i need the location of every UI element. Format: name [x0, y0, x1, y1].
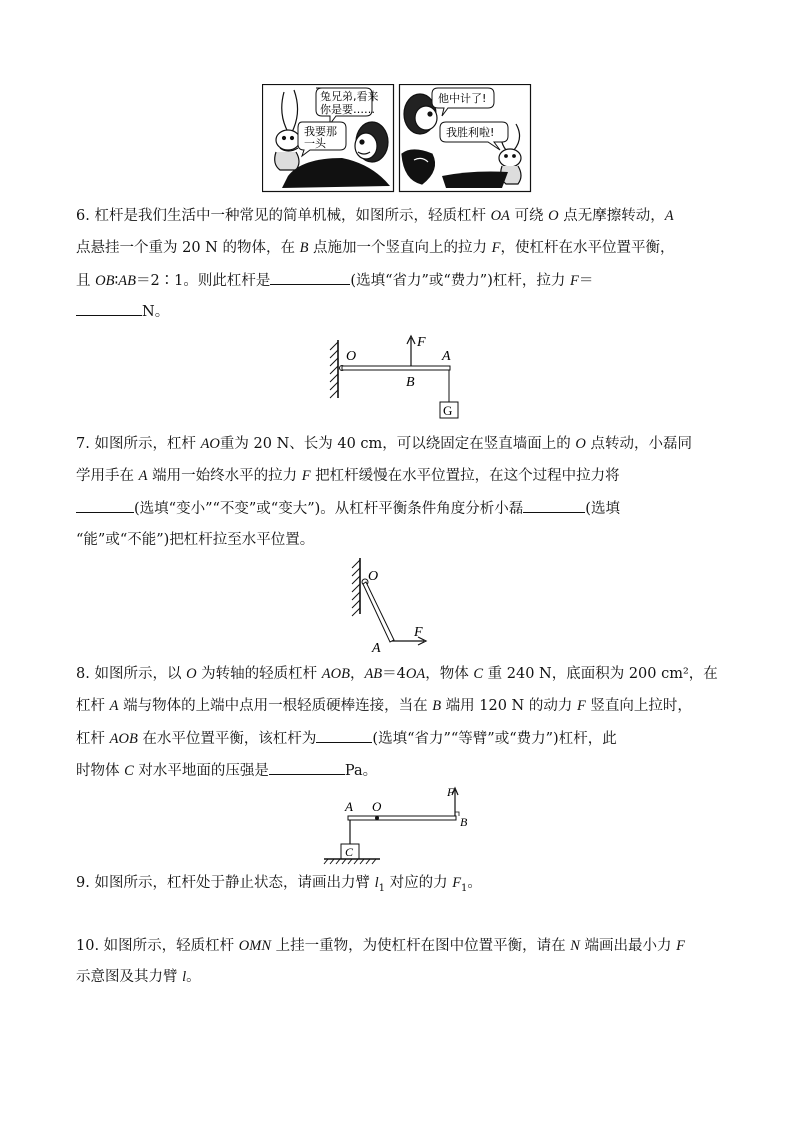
q8-text: 端与物体的上端中点用一根轻质硬棒连接，当在 [118, 698, 433, 714]
q10-text: 上挂一重物，为使杠杆在图中位置平衡，请在 [271, 938, 571, 954]
q8-text: 对水平地面的压强是 [133, 763, 269, 779]
q8-var: C [124, 763, 134, 779]
q6-label-f: F [417, 335, 426, 350]
q10-line-2 [76, 966, 726, 988]
q6-label-b: B [406, 375, 415, 390]
q7-answer-blank-1[interactable] [76, 497, 134, 513]
q8-text: Pa。 [344, 763, 378, 779]
q8-pivot-o [375, 816, 379, 820]
q8-text: 重 240 N，底面积为 200 cm²，在 [483, 666, 718, 682]
q7-text: 重为 20 N、长为 40 cm，可以绕固定在竖直墙面上的 [219, 436, 576, 452]
q8-right-angle-mark [455, 812, 459, 816]
q8-var: AOB [109, 731, 138, 747]
q7-wall [352, 558, 360, 616]
q7-var: F [301, 468, 311, 484]
cartoon-illustration [262, 84, 532, 194]
q7-text: (选填“变小”“不变”或“变大”)。从杠杆平衡条件角度分析小磊 [134, 501, 524, 517]
q8-text: 如图所示，以 [94, 666, 187, 682]
q10-var: N [570, 938, 580, 954]
q8-var: O [186, 666, 197, 682]
q7-var: AO [200, 436, 220, 452]
q7-text: 把杠杆缓慢在水平位置拉，在这个过程中拉力将 [310, 468, 620, 484]
q8-label-a: A [345, 799, 353, 814]
bubble-right-2-text: 我胜利啦! [446, 126, 495, 139]
q7-line-4 [76, 529, 726, 551]
q8-label-f: F [447, 785, 455, 799]
q8-text: ， [349, 666, 365, 682]
q6-number: 6. [76, 208, 90, 224]
q9-text: 如图所示，杠杆处于静止状态，请画出力臂 [94, 875, 375, 891]
q8-var: C [473, 666, 484, 682]
q6-text: 点无摩擦转动， [558, 208, 665, 224]
q10-text: 示意图及其力臂 [76, 969, 183, 985]
q7-lever-bar [363, 582, 394, 642]
q7-text: (选填 [585, 501, 620, 517]
bubble-left-1-line1: 兔兄弟,看来 [320, 90, 379, 103]
bubble-left-2-line2: 一头 [304, 137, 326, 150]
q8-label-c: C [345, 845, 354, 859]
q8-text: 在水平位置平衡，该杠杆为 [137, 731, 317, 747]
q6-text: ＝2∶1。则此杠杆是 [135, 273, 271, 289]
q7-var: A [138, 468, 148, 484]
q9-var: l [374, 875, 379, 891]
q7-text: 点转动，小磊同 [585, 436, 693, 452]
bubble-left-1-line2: 你是要…… [320, 103, 375, 116]
q8-text: 为转轴的轻质杠杆 [196, 666, 322, 682]
q8-var: AOB [321, 666, 350, 682]
q6-var: A [664, 208, 674, 224]
q6-var: O [548, 208, 559, 224]
q8-text: 时物体 [76, 763, 125, 779]
q9-number: 9. [76, 875, 90, 891]
q8-text: 竖直向上拉时， [585, 698, 692, 714]
q6-line-1 [76, 205, 726, 227]
q6-line-2 [76, 237, 726, 259]
q8-text: ＝4 [382, 666, 406, 682]
q6-var: F [491, 240, 501, 256]
q9-line-1 [76, 872, 726, 900]
q8-var: OA [405, 666, 426, 682]
q6-lever-bar [342, 366, 450, 370]
q8-text: 杠杆 [76, 731, 110, 747]
q6-var: AB [118, 273, 136, 289]
q6-label-g: G [443, 403, 453, 418]
q7-answer-blank-2[interactable] [523, 497, 585, 513]
q8-text: (选填“省力”“等臂”或“费力”)杠杆，此 [372, 731, 617, 747]
q8-ground [324, 859, 380, 864]
q9-var: F [452, 875, 462, 891]
q7-var: O [575, 436, 586, 452]
q8-lever-figure [320, 782, 480, 866]
q7-line-2 [76, 465, 726, 487]
q6-text: 点悬挂一个重为 20 N 的物体，在 [76, 240, 300, 256]
q7-lever-figure [344, 556, 444, 652]
q8-line-3 [76, 727, 726, 750]
q8-number: 8. [76, 666, 90, 682]
q7-text: 学用手在 [76, 468, 139, 484]
q8-label-o: O [372, 799, 382, 814]
q7-text: 如图所示，杠杆 [94, 436, 201, 452]
q6-label-a: A [442, 349, 451, 364]
q8-lever-bar [348, 816, 456, 820]
q7-number: 7. [76, 436, 90, 452]
q6-text: ∶ [114, 273, 119, 289]
q6-line-4 [76, 300, 726, 323]
q6-text: N。 [142, 304, 170, 320]
q7-label-a: A [372, 641, 381, 652]
q10-text: 。 [186, 969, 201, 985]
q6-answer-blank-1[interactable] [270, 269, 350, 285]
q8-answer-blank-1[interactable] [316, 727, 372, 743]
q6-text: 点施加一个竖直向上的拉力 [308, 240, 492, 256]
q10-text: 端画出最小力 [579, 938, 677, 954]
q10-var: OMN [238, 938, 272, 954]
q6-var: F [569, 273, 579, 289]
q8-label-b: B [460, 815, 468, 829]
q9-subscript: 1 [461, 882, 468, 894]
q6-wall [330, 340, 338, 398]
q7-text: 端用一始终水平的拉力 [147, 468, 302, 484]
q6-var: OA [490, 208, 510, 224]
q8-var: AB [364, 666, 383, 682]
q10-var: l [182, 969, 187, 985]
q8-answer-blank-2[interactable] [269, 759, 345, 775]
q8-var: F [576, 698, 586, 714]
q10-text: 如图所示，轻质杠杆 [103, 938, 239, 954]
q10-line-1 [76, 935, 726, 957]
q6-lever-figure [318, 332, 468, 424]
q9-text: 对应的力 [384, 875, 453, 891]
q6-label-o: O [346, 349, 357, 364]
q8-text: 端用 120 N 的动力 [441, 698, 577, 714]
q7-label-f: F [414, 625, 423, 640]
q6-text: (选填“省力”或“费力”)杠杆，拉力 [350, 273, 570, 289]
character-figure-left [355, 122, 388, 162]
q7-line-1 [76, 433, 726, 455]
q6-var: OB [95, 273, 115, 289]
q6-var: B [299, 240, 309, 256]
bubble-left-2-line1: 我要那 [304, 125, 337, 138]
q8-text: 杠杆 [76, 698, 110, 714]
q8-line-4 [76, 759, 726, 782]
q8-line-2 [76, 695, 726, 717]
q8-line-1 [76, 663, 726, 685]
q7-text: “能”或“不能”)把杠杆拉至水平位置。 [76, 532, 315, 548]
q9-text: 。 [467, 875, 482, 891]
q6-text: 且 [76, 273, 96, 289]
bubble-right-1-text: 他中计了! [438, 92, 487, 105]
q6-text: ＝ [578, 273, 594, 289]
q7-line-3 [76, 497, 726, 520]
q6-line-3 [76, 269, 726, 292]
q8-text: ，物体 [425, 666, 474, 682]
q6-answer-blank-2[interactable] [76, 300, 142, 316]
q6-text: 可绕 [509, 208, 549, 224]
q6-text: ，使杠杆在水平位置平衡， [500, 240, 675, 256]
q10-number: 10. [76, 938, 100, 954]
q7-label-o: O [368, 569, 379, 584]
q10-var: F [676, 938, 685, 954]
q8-var: B [432, 698, 442, 714]
q8-var: A [109, 698, 119, 714]
q9-subscript: 1 [378, 882, 385, 894]
q6-text: 杠杆是我们生活中一种常见的简单机械，如图所示，轻质杠杆 [94, 208, 491, 224]
